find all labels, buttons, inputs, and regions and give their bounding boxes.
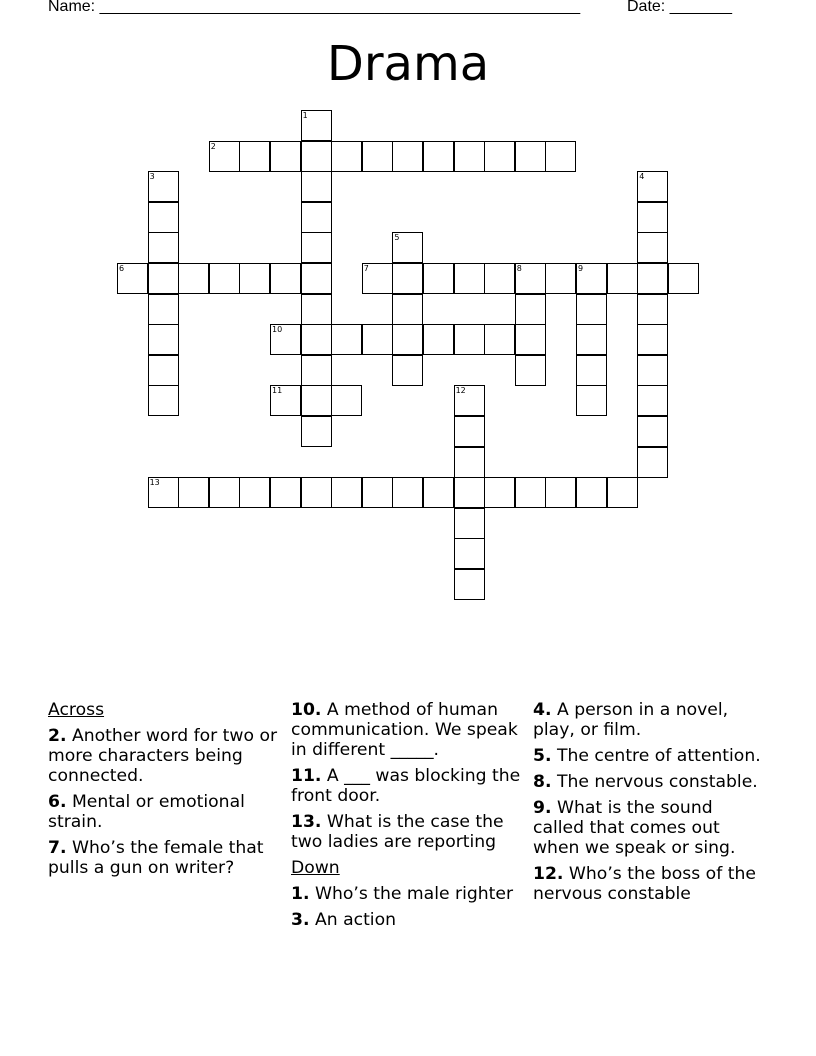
grid-cell[interactable] — [301, 416, 332, 447]
clue-number-label: 1 — [302, 111, 308, 120]
date-field-label: Date: _______ — [627, 0, 732, 15]
grid-cell[interactable] — [454, 263, 485, 294]
clue-text: An action — [314, 910, 396, 930]
clue-across-6 — [48, 792, 280, 832]
clue-text: What is the case the two ladies are reporting — [291, 812, 504, 852]
worksheet-header — [48, 0, 768, 18]
grid-cell[interactable] — [392, 477, 423, 508]
grid-cell[interactable] — [576, 294, 607, 325]
grid-cell[interactable] — [668, 263, 699, 294]
grid-cell[interactable] — [301, 232, 332, 263]
clue-column-1 — [48, 700, 280, 884]
grid-cell[interactable] — [607, 263, 638, 294]
grid-cell[interactable] — [484, 477, 515, 508]
grid-cell[interactable] — [148, 232, 179, 263]
clue-across-2 — [48, 726, 280, 786]
across-heading: Across — [48, 700, 105, 720]
clue-across-10 — [291, 700, 523, 760]
grid-cell[interactable] — [148, 294, 179, 325]
grid-cell[interactable] — [209, 263, 240, 294]
grid-cell[interactable] — [301, 355, 332, 386]
grid-cell[interactable] — [637, 416, 668, 447]
grid-cell[interactable] — [301, 141, 332, 172]
grid-cell[interactable] — [392, 263, 423, 294]
clue-down-9 — [533, 798, 765, 858]
clue-number-label: 10 — [272, 325, 283, 335]
grid-cell[interactable] — [637, 324, 668, 355]
grid-cell[interactable] — [515, 263, 546, 294]
clue-number: 5. — [533, 746, 552, 766]
clue-number: 8. — [533, 772, 552, 792]
clue-number-label: 11 — [272, 386, 283, 396]
grid-cell[interactable] — [362, 263, 393, 294]
down-heading: Down — [291, 858, 340, 878]
grid-cell[interactable] — [362, 141, 393, 172]
clue-down-4 — [533, 700, 765, 740]
clue-number-label: 12 — [455, 386, 466, 396]
grid-cell[interactable] — [576, 324, 607, 355]
grid-cell[interactable] — [484, 141, 515, 172]
clue-text: The nervous constable. — [556, 772, 758, 792]
grid-cell[interactable] — [637, 447, 668, 478]
clue-down-5 — [533, 746, 765, 766]
clue-number-label: 5 — [394, 233, 400, 243]
name-field-label: Name: ______________________________________________________ — [48, 0, 581, 15]
grid-cell[interactable] — [454, 477, 485, 508]
grid-cell[interactable] — [148, 324, 179, 355]
clue-text: The centre of attention. — [556, 746, 761, 766]
grid-cell[interactable] — [209, 477, 240, 508]
grid-cell[interactable] — [392, 232, 423, 263]
grid-cell[interactable] — [209, 141, 240, 172]
grid-cell[interactable] — [178, 477, 209, 508]
clue-across-11 — [291, 766, 523, 806]
grid-cell[interactable] — [148, 477, 179, 508]
grid-cell[interactable] — [454, 141, 485, 172]
grid-cell[interactable] — [392, 294, 423, 325]
grid-cell[interactable] — [362, 324, 393, 355]
grid-cell[interactable] — [515, 141, 546, 172]
grid-cell[interactable] — [454, 416, 485, 447]
grid-cell[interactable] — [301, 385, 332, 416]
grid-cell[interactable] — [515, 355, 546, 386]
grid-cell[interactable] — [148, 202, 179, 233]
grid-cell[interactable] — [301, 324, 332, 355]
clue-number-label: 3 — [149, 172, 155, 182]
clue-text: A method of human communication. We speak in different _____. — [291, 700, 518, 760]
clue-text: Who’s the female that pulls a gun on writer? — [48, 838, 264, 878]
grid-cell[interactable] — [148, 355, 179, 386]
grid-cell[interactable] — [331, 477, 362, 508]
clue-number: 9. — [533, 798, 552, 818]
grid-cell[interactable] — [117, 263, 148, 294]
grid-cell[interactable] — [270, 477, 301, 508]
clue-down-12 — [533, 864, 765, 904]
grid-cell[interactable] — [545, 263, 576, 294]
clue-text: Another word for two or more characters being connected. — [48, 726, 278, 786]
clue-across-13 — [291, 812, 523, 852]
grid-cell[interactable] — [454, 508, 485, 539]
grid-cell[interactable] — [423, 324, 454, 355]
grid-cell[interactable] — [148, 385, 179, 416]
grid-cell[interactable] — [576, 385, 607, 416]
clue-number-label: 7 — [363, 264, 369, 273]
clue-number: 13. — [291, 812, 322, 832]
clue-number: 2. — [48, 726, 67, 746]
grid-cell[interactable] — [576, 355, 607, 386]
clue-number-label: 4 — [639, 172, 645, 182]
grid-cell[interactable] — [637, 294, 668, 325]
clue-number-label: 6 — [119, 264, 125, 273]
grid-cell[interactable] — [301, 202, 332, 233]
clue-text: A person in a novel, play, or film. — [533, 700, 729, 740]
grid-cell[interactable] — [270, 324, 301, 355]
clue-across-7 — [48, 838, 280, 878]
grid-cell[interactable] — [454, 569, 485, 600]
grid-cell[interactable] — [545, 141, 576, 172]
grid-cell[interactable] — [637, 171, 668, 202]
grid-cell[interactable] — [484, 324, 515, 355]
clue-down-8 — [533, 772, 765, 792]
grid-cell[interactable] — [454, 385, 485, 416]
clue-down-3 — [291, 910, 523, 930]
clue-number-label: 13 — [149, 478, 160, 488]
clue-column-2 — [291, 700, 523, 936]
clue-number: 1. — [291, 884, 310, 904]
clue-column-3 — [533, 700, 765, 910]
clue-number: 10. — [291, 700, 322, 720]
grid-cell[interactable] — [270, 141, 301, 172]
page-title: Drama — [326, 36, 490, 92]
grid-cell[interactable] — [392, 141, 423, 172]
grid-cell[interactable] — [545, 477, 576, 508]
grid-cell[interactable] — [178, 263, 209, 294]
grid-cell[interactable] — [423, 141, 454, 172]
grid-cell[interactable] — [515, 477, 546, 508]
clue-text: What is the sound called that comes out when we speak or sing. — [533, 798, 736, 858]
clue-number: 12. — [533, 864, 564, 884]
grid-cell[interactable] — [331, 141, 362, 172]
clue-number-label: 8 — [516, 264, 522, 273]
clue-down-1 — [291, 884, 523, 904]
clue-text: A ___ was blocking the front door. — [291, 766, 521, 806]
grid-cell[interactable] — [423, 263, 454, 294]
grid-cell[interactable] — [239, 141, 270, 172]
grid-cell[interactable] — [301, 110, 332, 141]
grid-cell[interactable] — [637, 355, 668, 386]
clue-number: 11. — [291, 766, 322, 786]
grid-cell[interactable] — [637, 263, 668, 294]
grid-cell[interactable] — [392, 324, 423, 355]
grid-cell[interactable] — [484, 263, 515, 294]
clue-number: 3. — [291, 910, 310, 930]
grid-cell[interactable] — [637, 385, 668, 416]
grid-cell[interactable] — [576, 477, 607, 508]
grid-cell[interactable] — [239, 263, 270, 294]
grid-cell[interactable] — [576, 263, 607, 294]
grid-cell[interactable] — [637, 232, 668, 263]
grid-cell[interactable] — [515, 294, 546, 325]
clue-text: Who’s the male righter — [314, 884, 514, 904]
grid-cell[interactable] — [331, 324, 362, 355]
grid-cell[interactable] — [301, 294, 332, 325]
grid-cell[interactable] — [637, 202, 668, 233]
grid-cell[interactable] — [515, 324, 546, 355]
grid-cell[interactable] — [270, 385, 301, 416]
grid-cell[interactable] — [148, 263, 179, 294]
grid-cell[interactable] — [454, 538, 485, 569]
grid-cell[interactable] — [392, 355, 423, 386]
clue-number-label: 9 — [578, 264, 584, 273]
grid-cell[interactable] — [148, 171, 179, 202]
grid-cell[interactable] — [301, 477, 332, 508]
clue-number: 7. — [48, 838, 67, 858]
grid-cell[interactable] — [270, 263, 301, 294]
clue-text: Who’s the boss of the nervous constable — [533, 864, 756, 904]
grid-cell[interactable] — [239, 477, 270, 508]
grid-cell[interactable] — [362, 477, 393, 508]
grid-cell[interactable] — [301, 263, 332, 294]
grid-cell[interactable] — [607, 477, 638, 508]
clue-text: Mental or emotional strain. — [48, 792, 245, 832]
grid-cell[interactable] — [423, 477, 454, 508]
clue-number: 4. — [533, 700, 552, 720]
grid-cell[interactable] — [301, 171, 332, 202]
grid-cell[interactable] — [454, 447, 485, 478]
clue-number-label: 2 — [210, 141, 216, 151]
grid-cell[interactable] — [454, 324, 485, 355]
grid-cell[interactable] — [331, 385, 362, 416]
clue-number: 6. — [48, 792, 67, 812]
